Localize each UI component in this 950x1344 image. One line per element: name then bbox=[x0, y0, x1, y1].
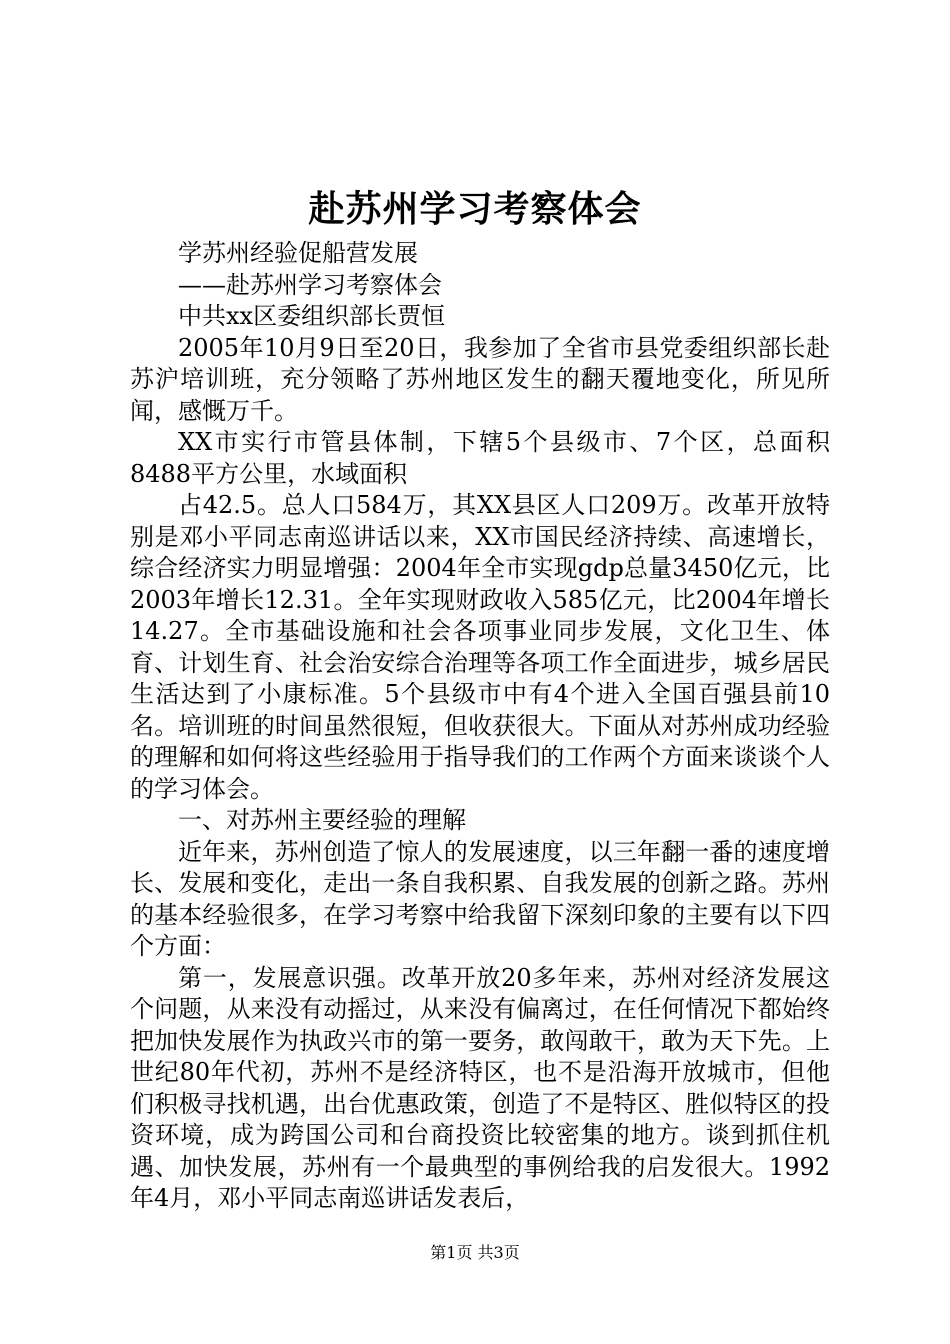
author-paragraph: 中共xx区委组织部长贾恒 bbox=[178, 302, 446, 330]
section-heading: 一、对苏州主要经验的理解 bbox=[178, 806, 466, 834]
body-paragraph: 近年来，苏州创造了惊人的发展速度，以三年翻一番的速度增长、发展和变化，走出一条自我积累、自我发展的创新之路。苏州的基本经验很多，在学习考察中给我留下深刻印象的主要有以下四个方面： bbox=[130, 837, 830, 960]
document-title: 赴苏州学习考察体会 bbox=[308, 188, 642, 230]
page-footer: 第1页 共3页 bbox=[430, 1243, 520, 1262]
body-paragraph: 第一，发展意识强。改革开放20多年来，苏州对经济发展这个问题，从来没有动摇过，从来没有偏离过，在任何情况下都始终把加快发展作为执政兴市的第一要务，敢闯敢干，敢为天下先。上世纪80年代初，苏州不是经济特区，也不是沿海开放城市，但他们积极寻找机遇，出台优惠政策，创造了不是特区、胜似特区的投资环境，成为跨国公司和台商投资比较密集的地方。谈到抓住机遇、加快发展，苏州有一个最典型的事例给我的启发很大。1992年4月，邓小平同志南巡讲话发表后， bbox=[130, 963, 830, 1212]
body-paragraph: 占42.5。总人口584万，其XX县区人口209万。改革开放特别是邓小平同志南巡讲话以来，XX市国民经济持续、高速增长，综合经济实力明显增强：2004年全市实现gdp总量3450亿元，比2003年增长12.31。全年实现财政收入585亿元，比2004年增长14.27。全市基础设施和社会各项事业同步发展，文化卫生、体育、计划生育、社会治安综合治理等各项工作全面进步，城乡居民生活达到了小康标准。5个县级市中有4个进入全国百强县前10名。培训班的时间虽然很短，但收获很大。下面从对苏州成功经验的理解和如何将这些经验用于指导我们的工作两个方面来谈谈个人的学习体会。 bbox=[130, 491, 830, 803]
body-paragraph: 2005年10月9日至20日，我参加了全省市县党委组织部长赴苏沪培训班，充分领略了苏州地区发生的翻天覆地变化，所见所闻，感慨万千。 bbox=[130, 333, 830, 425]
document-body bbox=[130, 238, 830, 1215]
subtitle-paragraph: 学苏州经验促船营发展 bbox=[178, 239, 418, 267]
body-paragraph: XX市实行市管县体制，下辖5个县级市、7个区，总面积8488平方公里，水域面积 bbox=[130, 428, 830, 488]
subtitle-paragraph: ——赴苏州学习考察体会 bbox=[178, 270, 442, 299]
